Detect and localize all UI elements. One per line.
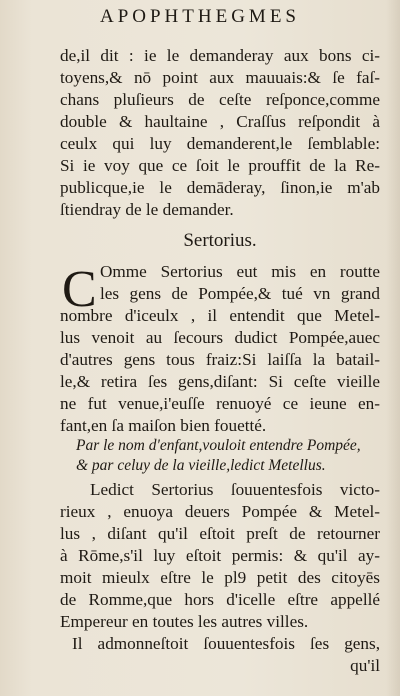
text-line: d'autres gens tous fraiz:Si laiſſa la batail- — [60, 350, 380, 369]
text-line: de,il dit : ie le demanderay aux bons ci- — [60, 46, 380, 65]
section-heading: Sertorius. — [183, 230, 257, 251]
text-line: publicque,ie le demāderay, ſinon,ie m'ab — [60, 178, 380, 197]
text-line: Si ie voy que ce ſoit le prouffit de la Re- — [60, 156, 380, 175]
text-line: ceulx qui luy demanderent,le ſemblable: — [60, 134, 380, 153]
text-line: lus venoit au ſecours dudict Pompée,auec — [60, 328, 380, 347]
text-line: lus , diſant qu'il eſtoit preſt de retourner — [60, 524, 380, 543]
text-line: les gens de Pompée,& tué vn grand — [100, 284, 380, 303]
running-head: APOPHTHEGMES — [99, 6, 301, 27]
text-line: ne fut venue,i'euſſe renuoyé ce ieune en- — [60, 394, 380, 413]
text-line: Empereur en toutes les autres villes. — [60, 612, 309, 631]
text-line: moit mieulx eſtre le pl9 petit des citoyēs — [60, 568, 380, 587]
text-line: fant,en ſa maiſon bien fouetté. — [60, 416, 267, 435]
gloss-line: & par celuy de la vieille,ledict Metellus. — [76, 457, 326, 474]
text-line: nombre d'iceulx , il entendit que Metel- — [60, 306, 380, 325]
text-line: rieux , enuoya deuers Pompée & Metel- — [60, 502, 380, 521]
text-line: Ledict Sertorius ſouuentesfois victo- — [90, 480, 380, 499]
text-line: à Rōme,s'il luy eſtoit permis: & qu'il ay- — [60, 546, 380, 565]
drop-cap: C — [62, 261, 97, 318]
catchword: qu'il — [350, 656, 380, 675]
page-edge-shadow — [386, 0, 400, 696]
gloss-line: Par le nom d'enfant,vouloit entendre Pompée, — [76, 437, 361, 454]
text-line: le,& retira ſes gens,diſant: Si ceſte vieille — [60, 372, 380, 391]
text-line: de Romme,que hors d'icelle eſtre appellé — [60, 590, 380, 609]
text-line: Il admonneſtoit ſouuentesfois ſes gens, — [72, 634, 380, 653]
text-line: Omme Sertorius eut mis en routte — [100, 262, 380, 281]
text-line: toyens,& nō point aux mauuais:& ſe faſ- — [60, 68, 380, 87]
text-line: ſtiendray de le demander. — [60, 200, 234, 219]
text-line: double & haultaine , Craſſus reſpondit à — [60, 112, 380, 131]
text-line: chans pluſieurs de ceſte reſponce,comme — [60, 90, 380, 109]
